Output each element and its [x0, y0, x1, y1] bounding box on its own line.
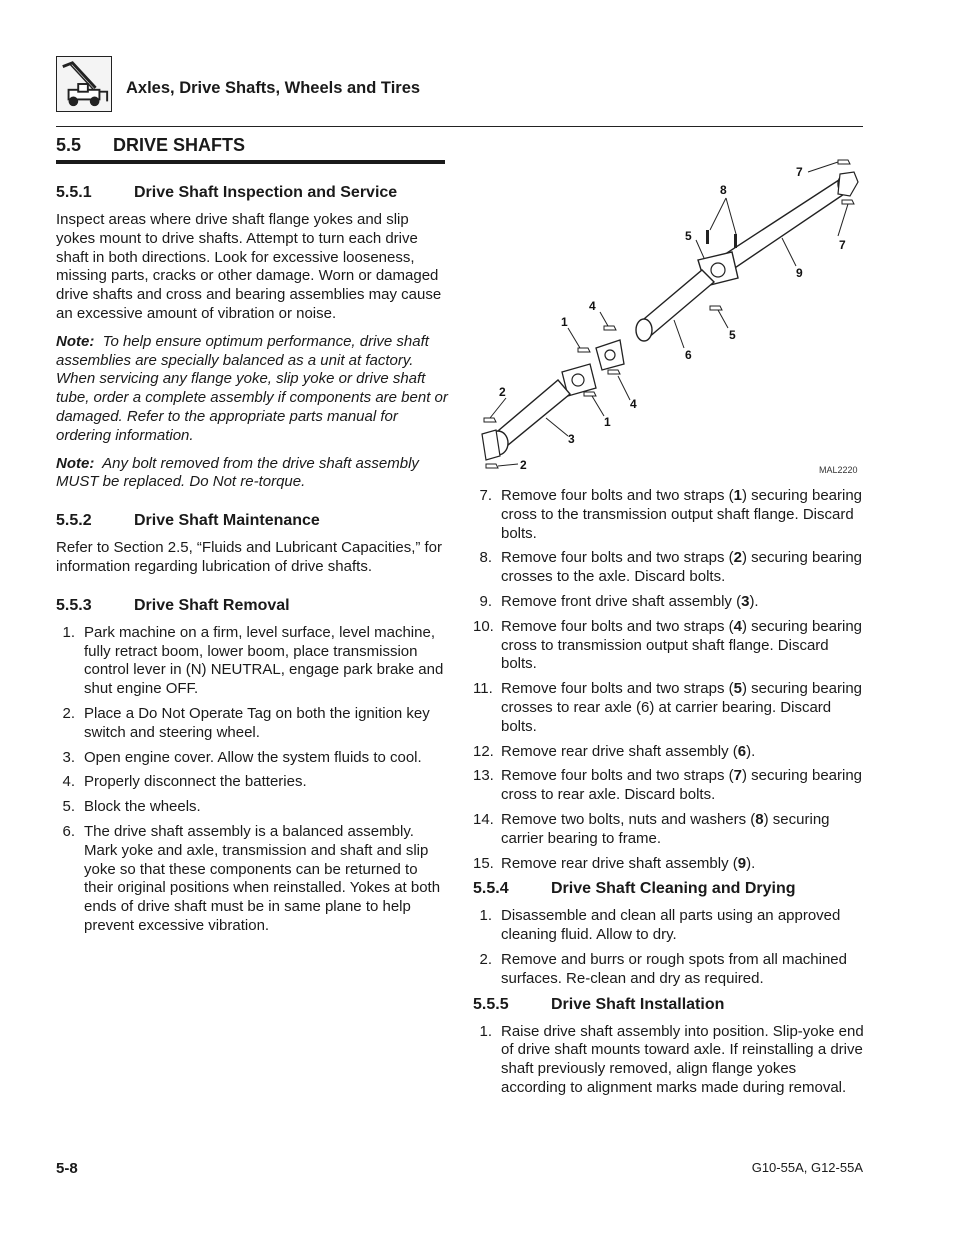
section-title: DRIVE SHAFTS [113, 135, 246, 155]
callout-2-lower: 2 [520, 458, 527, 472]
callout-2-upper: 2 [499, 385, 506, 399]
list-item: 5. Block the wheels. [62, 798, 201, 816]
drive-shaft-exploded-diagram [470, 152, 865, 482]
list-item: 7. Remove four bolts and two straps (1) securing bearing cross to the transmission output shaft flange. Discard bolts. [479, 487, 863, 542]
forklift-telehandler-icon [56, 56, 112, 112]
list-item: 8. Remove four bolts and two straps (2) securing bearing crosses to the axle. Discard bolts. [479, 549, 863, 586]
callout-1-lower: 1 [604, 415, 611, 429]
list-item: 9. Remove front drive shaft assembly (3). [479, 592, 759, 610]
callout-4-upper: 4 [589, 299, 596, 313]
subsection-heading-inspection: 5.5.1 Drive Shaft Inspection and Service [56, 184, 398, 201]
callout-6: 6 [685, 348, 692, 362]
list-item: 2. Remove and burrs or rough spots from all machined surfaces. Re-clean and dry as required. [479, 950, 847, 987]
cleaning-steps-list [473, 907, 865, 988]
subsection-heading-cleaning: 5.5.4 Drive Shaft Cleaning and Drying [473, 880, 796, 898]
callout-7-top: 7 [796, 165, 803, 179]
callout-5-lower: 5 [729, 328, 736, 342]
list-item: 1. Disassemble and clean all parts using an approved cleaning fluid. Allow to dry. [479, 907, 841, 944]
list-item: 14. Remove two bolts, nuts and washers (8) securing carrier bearing to frame. [473, 810, 830, 847]
maintenance-body: Refer to Section 2.5, “Fluids and Lubricant Capacities,” for information regarding lubrication of drive shafts. [56, 539, 443, 575]
list-item: 1. Park machine on a firm, level surface, level machine, fully retract boom, lower boom, place transmission control lever in (N) NEUTRAL, engage park brake and shut engine OFF. [62, 623, 444, 698]
section-number: 5.5 [56, 135, 82, 155]
list-item: 2. Place a Do Not Operate Tag on both the ignition key switch and steering wheel. [62, 704, 430, 741]
callout-5-upper: 5 [685, 229, 692, 243]
list-item: 4. Properly disconnect the batteries. [62, 773, 307, 791]
bolt-note: Note: Any bolt removed from the drive shaft assembly MUST be replaced. Do Not re-torque. [56, 454, 419, 491]
list-item: 12. Remove rear drive shaft assembly (6). [473, 742, 756, 760]
subsection-heading-maintenance: 5.5.2 Drive Shaft Maintenance [56, 512, 320, 530]
list-item: 13. Remove four bolts and two straps (7) securing bearing cross to rear axle. Discard bolts. [473, 767, 863, 804]
chapter-title: Axles, Drive Shafts, Wheels and Tires [126, 79, 421, 97]
list-item: 1. Raise drive shaft assembly into position. Slip-yoke end of drive shaft mounts toward axle. If reinstalling a drive shaft previously removed, align flange yokes according to alignment marks made during removal. [479, 1022, 864, 1096]
subsection-heading-removal: 5.5.3 Drive Shaft Removal [56, 596, 290, 614]
left-column [56, 183, 448, 942]
section-divider [56, 160, 445, 164]
callout-3: 3 [568, 432, 575, 446]
model-numbers: G10-55A, G12-55A [751, 1160, 863, 1175]
list-item: 15. Remove rear drive shaft assembly (9). [473, 854, 756, 872]
callout-9: 9 [796, 266, 803, 280]
balance-note: Note: To help ensure optimum performance, drive shaft assemblies are specially balanced as a unit at factory. When servicing any flange yoke, slip yoke or drive shaft tube, order a complete assembly if components are bent or damaged. Refer to the appropriate parts manual for ordering information. [56, 332, 448, 444]
callout-1-upper: 1 [561, 315, 568, 329]
callout-4-lower: 4 [630, 397, 637, 411]
list-item: 6. The drive shaft assembly is a balanced assembly. Mark yoke and axle, transmission and shaft and slip yoke so that these components can be returned to their original positions when reinstalled. Yokes at both ends of drive shaft must be in same plane to help prevent excessive vibration. [62, 822, 441, 934]
list-item: 10. Remove four bolts and two straps (4) securing bearing cross to transmission output shaft flange. Discard bolts. [473, 617, 863, 673]
list-item: 3. Open engine cover. Allow the system fluids to cool. [62, 748, 422, 766]
removal-steps-continued [473, 487, 865, 873]
header-divider [56, 126, 863, 127]
installation-steps-list [473, 1023, 865, 1098]
subsection-heading-installation: 5.5.5 Drive Shaft Installation [473, 995, 725, 1013]
callout-7-right: 7 [839, 238, 846, 252]
page-number: 5-8 [56, 1160, 78, 1177]
section-heading [56, 135, 245, 156]
callout-8: 8 [720, 183, 727, 197]
right-column [473, 487, 865, 1104]
removal-steps-list [56, 624, 448, 936]
figure-code: MAL2220 [819, 465, 858, 475]
inspection-body: Inspect areas where drive shaft flange yokes and slip yokes mount to drive shafts. Attempt to turn each drive shaft in both directions. Look for excessive looseness, missing parts, cracks or other damage. Worn or damaged drive shafts and cross and bearing assemblies may cause an excessive amount of vibration or noise. [56, 211, 442, 322]
list-item: 11. Remove four bolts and two straps (5) securing bearing crosses to rear axle (6) at carrier bearing. Discard bolts. [473, 680, 863, 735]
